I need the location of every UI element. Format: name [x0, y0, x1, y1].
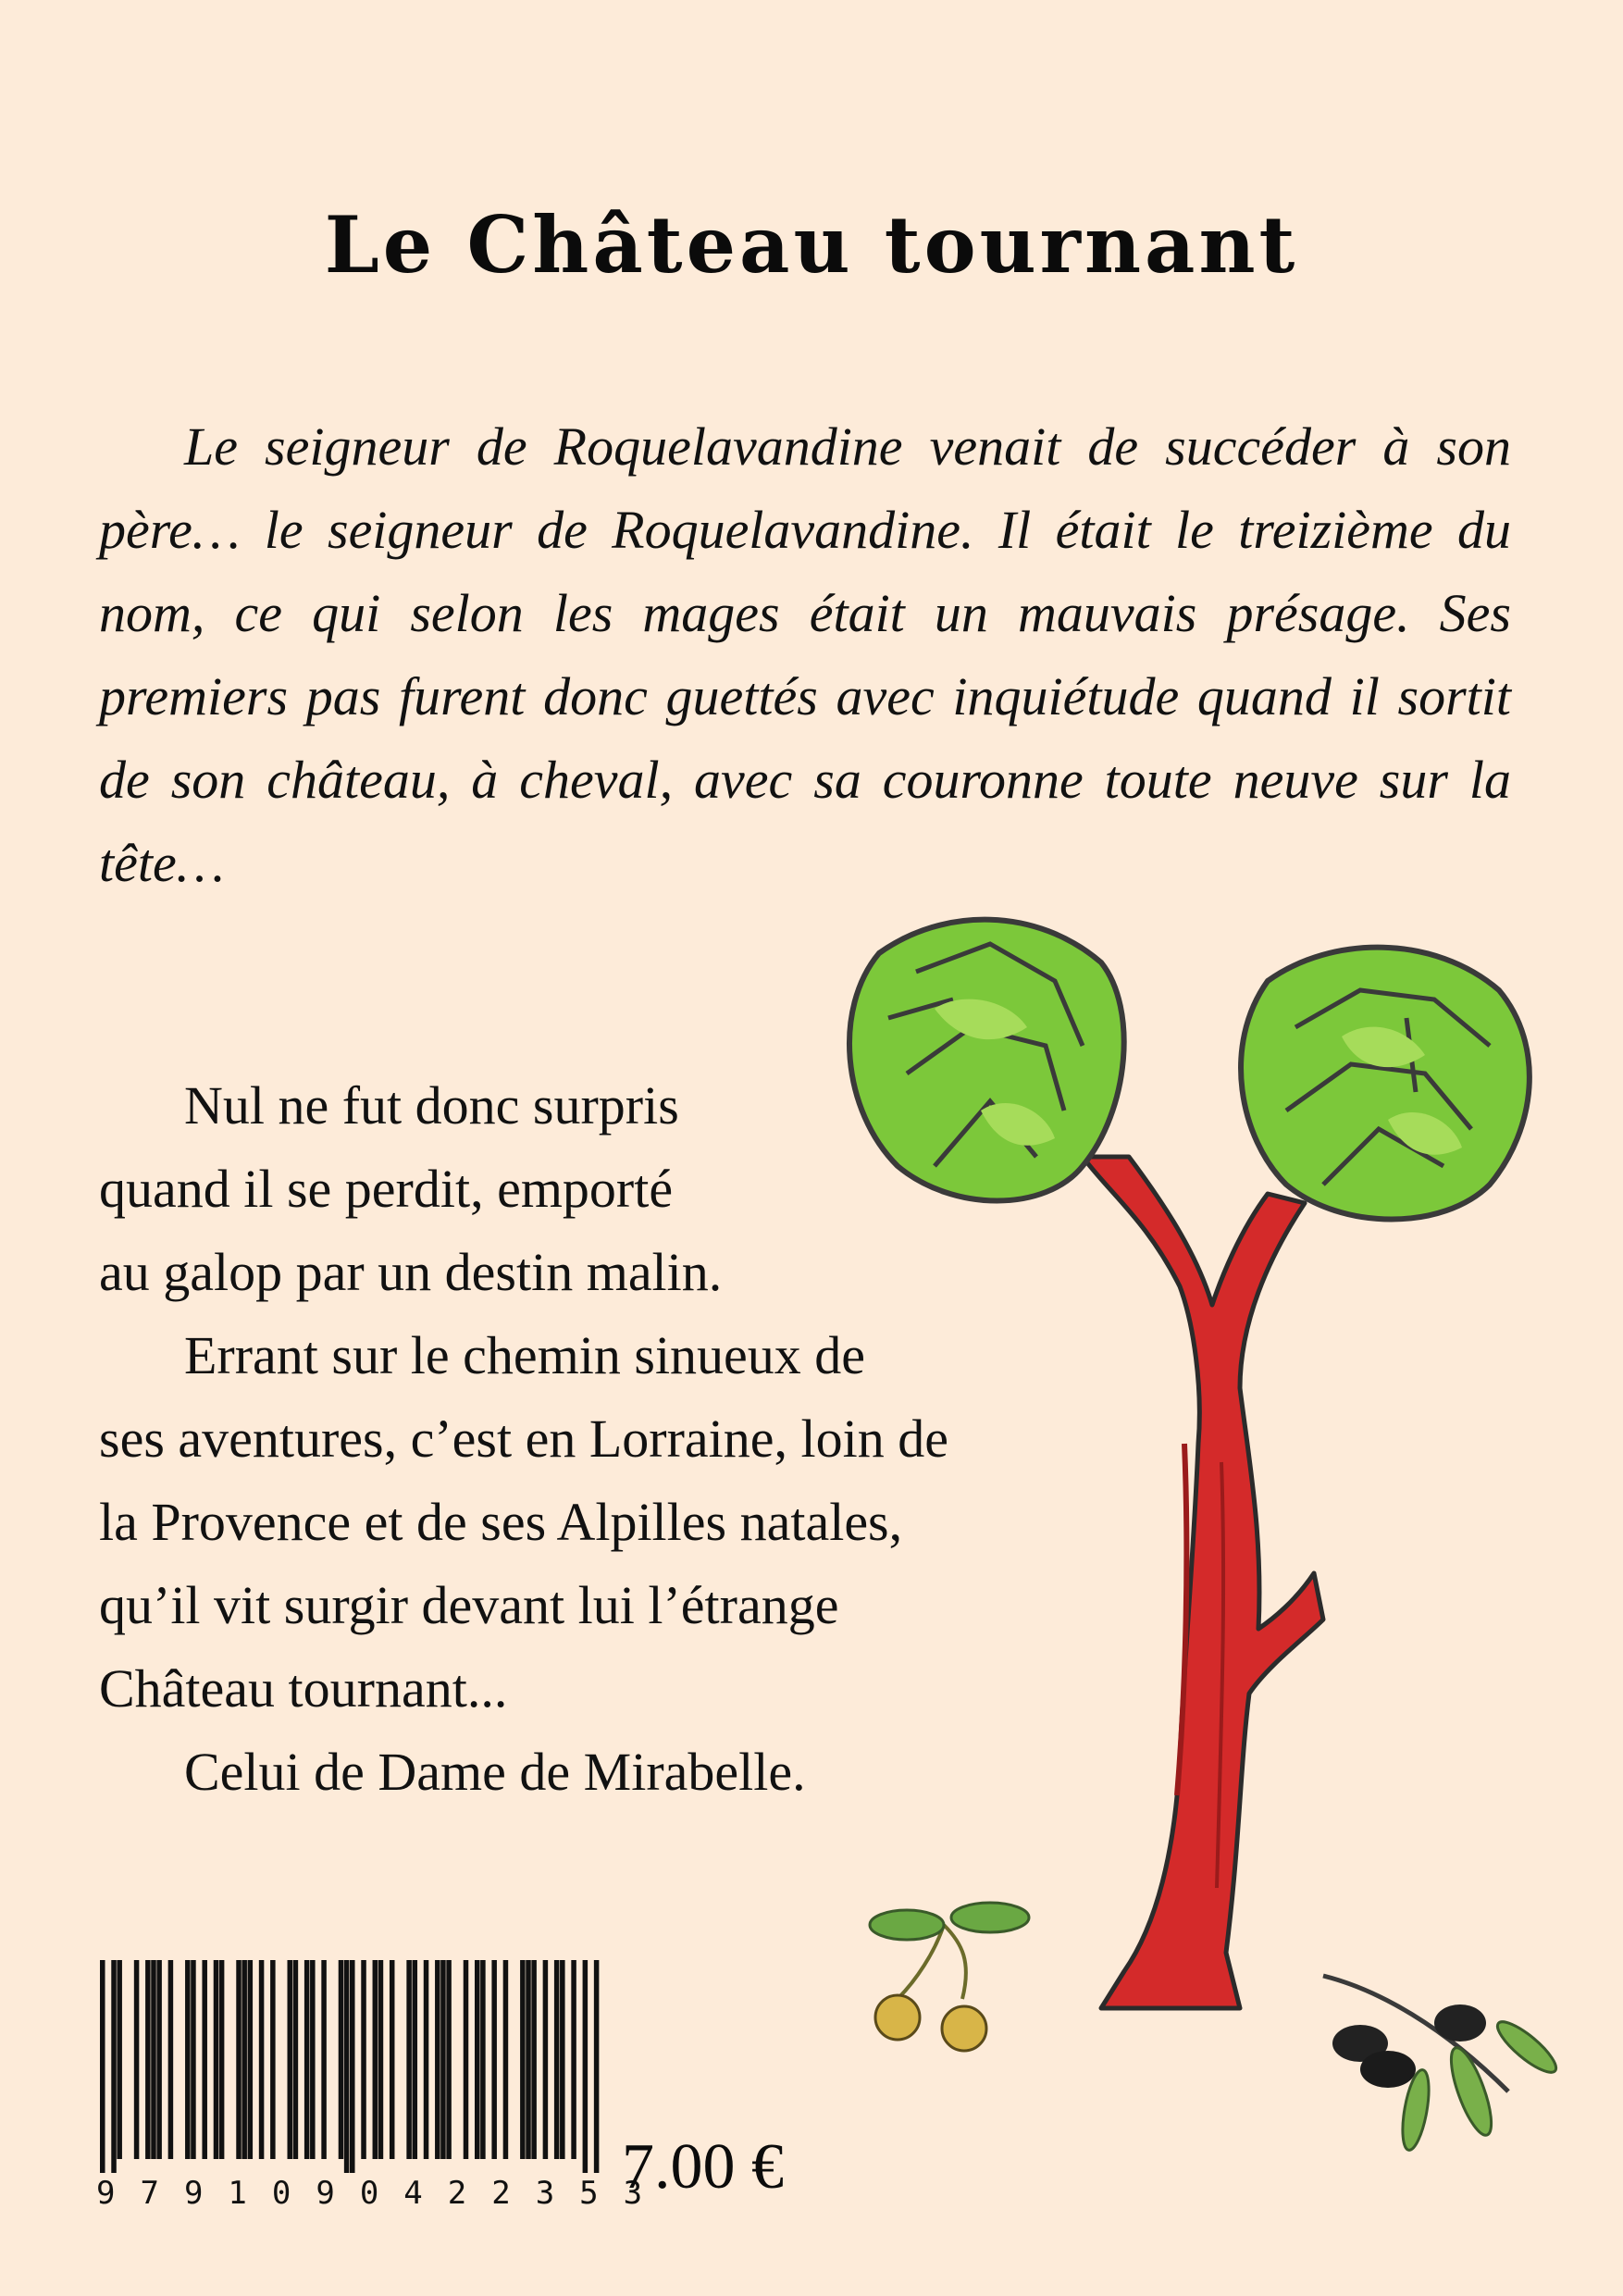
barcode-bar	[219, 1960, 225, 2159]
barcode-bar	[554, 1960, 560, 2159]
isbn-number: 9791090422353	[96, 2175, 668, 2212]
barcode-bar	[413, 1960, 418, 2159]
story-line: qu’il vit surgir devant lui l’étrange	[99, 1575, 839, 1635]
barcode-bar	[435, 1960, 440, 2159]
barcode-bar	[191, 1960, 196, 2159]
tree-illustration	[805, 888, 1564, 2156]
barcode-bar	[446, 1960, 452, 2159]
barcode-bar	[270, 1960, 276, 2159]
story-line: Château tournant...	[99, 1658, 508, 1719]
story-line: au galop par un destin malin.	[99, 1242, 723, 1302]
barcode-bar	[531, 1960, 537, 2159]
olive-branch	[1323, 1976, 1562, 2152]
barcode-bar	[293, 1960, 299, 2159]
barcode-bar	[236, 1960, 242, 2159]
tree-trunk	[1083, 1157, 1323, 2008]
barcode-bar	[259, 1960, 265, 2159]
barcode-bar	[151, 1960, 156, 2159]
barcode-bar	[594, 1960, 600, 2173]
story-line: la Provence et de ses Alpilles natales,	[99, 1492, 903, 1552]
barcode-bar	[202, 1960, 207, 2159]
barcode-bar	[117, 1960, 122, 2159]
barcode-bar	[350, 1960, 355, 2173]
story-line: Errant sur le chemin sinueux de	[184, 1325, 866, 1385]
barcode-bar	[100, 1960, 105, 2173]
barcode-bar	[543, 1960, 549, 2159]
barcode-bar	[156, 1960, 162, 2159]
right-foliage	[1241, 948, 1530, 1220]
barcode-bar	[464, 1960, 469, 2159]
barcode-bar	[406, 1960, 412, 2159]
story-line: ses aventures, c’est en Lorraine, loin de	[99, 1409, 948, 1469]
barcode-bar	[361, 1960, 366, 2159]
barcode-bar	[111, 1960, 117, 2173]
barcode-bar	[424, 1960, 429, 2159]
intro-text: Le seigneur de Roquelavandine venait de succéder à son père… le seigneur de Roquelavandine. Il était le treizième du nom, ce qui selon les mages était un mauvais présage. Ses premiers pas furent donc guettés avec inquiétude quand il sortit de son château, à cheval, avec sa couronne toute neuve sur la tête…	[99, 416, 1511, 893]
barcode-bar	[571, 1960, 576, 2159]
barcode-bar	[503, 1960, 509, 2159]
barcode-bar	[168, 1960, 174, 2159]
left-foliage	[849, 920, 1124, 1201]
barcode-bar	[373, 1960, 378, 2159]
barcode-bar	[321, 1960, 327, 2159]
story-line: quand il se perdit, emporté	[99, 1159, 674, 1219]
barcode-bar	[520, 1960, 526, 2159]
barcode-bar	[390, 1960, 395, 2159]
barcode-bar	[378, 1960, 384, 2159]
barcode-bar	[526, 1960, 531, 2159]
barcode-bar	[214, 1960, 219, 2159]
book-title: Le Château tournant	[324, 199, 1299, 291]
barcode-bar	[475, 1960, 480, 2159]
barcode-bar	[288, 1960, 293, 2159]
barcode-bar	[583, 1960, 588, 2173]
barcode-bar	[480, 1960, 486, 2159]
intro-paragraph	[99, 405, 1511, 905]
barcode	[100, 1960, 600, 2173]
price: 7.00 €	[622, 2131, 784, 2203]
barcode-bar	[145, 1960, 151, 2159]
mirabelle-fruits	[870, 1903, 1029, 2051]
barcode-bar	[134, 1960, 140, 2159]
barcode-bar	[248, 1960, 254, 2159]
barcode-bar	[491, 1960, 497, 2159]
barcode-bar	[185, 1960, 191, 2159]
barcode-bar	[304, 1960, 310, 2159]
barcode-bar	[242, 1960, 247, 2159]
barcode-bar	[344, 1960, 350, 2173]
barcode-bar	[440, 1960, 446, 2159]
barcode-bar	[560, 1960, 565, 2159]
story-line: Celui de Dame de Mirabelle.	[184, 1742, 806, 1802]
barcode-bar	[339, 1960, 344, 2159]
barcode-bar	[310, 1960, 316, 2159]
story-line: Nul ne fut donc surpris	[184, 1075, 679, 1136]
